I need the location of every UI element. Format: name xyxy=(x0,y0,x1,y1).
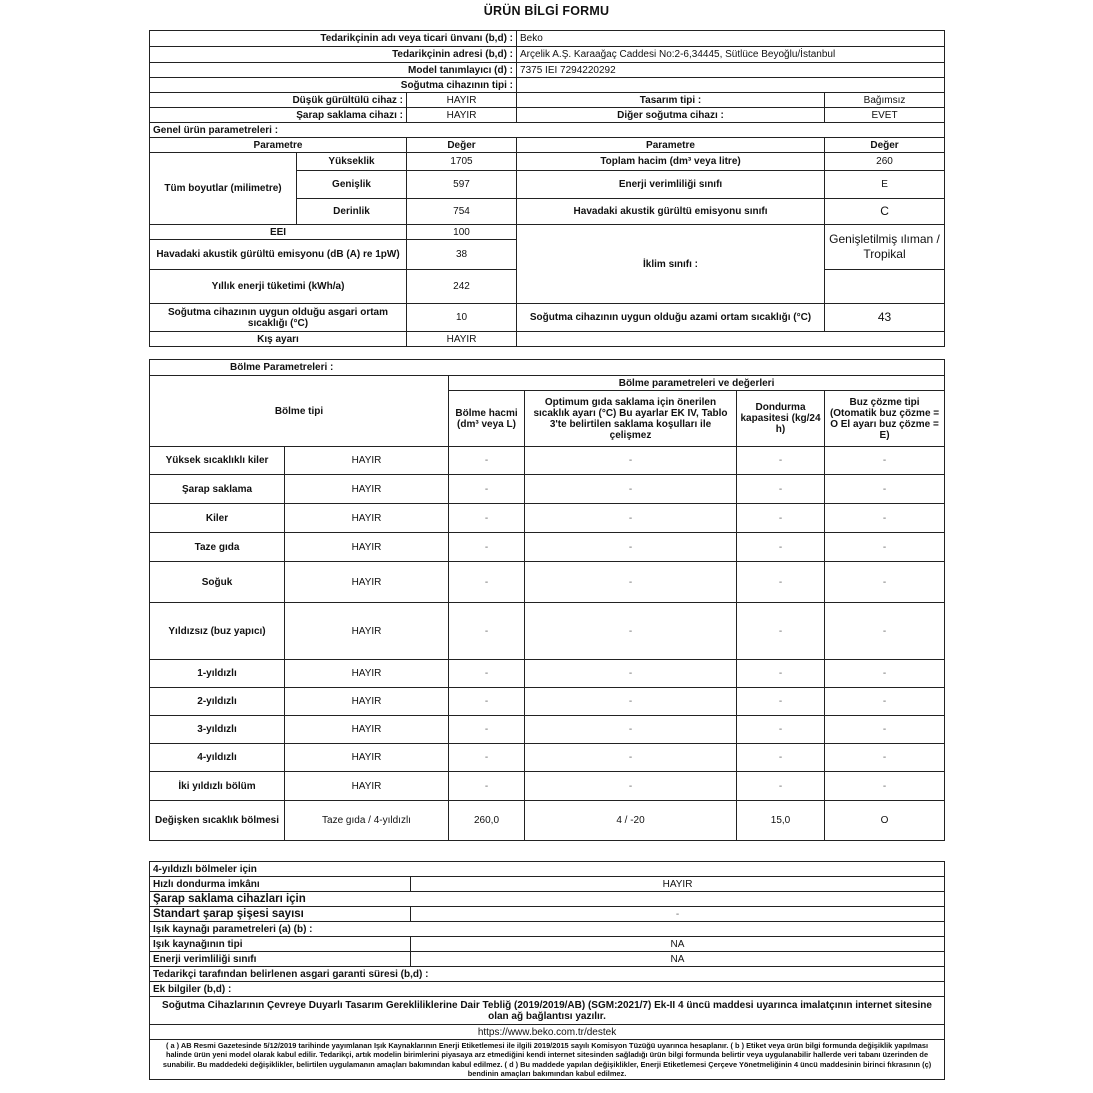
compartment-present: Taze gıda / 4-yıldızlı xyxy=(285,801,449,841)
winter-setting-value: HAYIR xyxy=(407,332,517,347)
compartment-freeze: - xyxy=(737,504,825,533)
compartment-temp: - xyxy=(525,660,737,688)
compartment-name: 4-yıldızlı xyxy=(150,744,285,772)
height-value: 1705 xyxy=(407,153,517,171)
compartment-name: Kiler xyxy=(150,504,285,533)
depth-label: Derinlik xyxy=(297,199,407,225)
fast-freeze-label: Hızlı dondurma imkânı xyxy=(150,877,411,892)
compartment-present: HAYIR xyxy=(285,562,449,603)
compartment-temp: - xyxy=(525,744,737,772)
footnotes: ( a ) AB Resmi Gazetesinde 5/12/2019 tarihinde yayımlanan Işık Kaynaklarının Enerji Etiketlemesi ile ilgili 2019/2015 sayılı Komisyon Tüzüğü uyarınca hesaplanır. ( b ) Etiket veya ürün bilgi formunda değişiklik yapılması halinde ürün yeni model olarak kabul edilir. Tedarikçi, artık modelin birimlerini piyasaya arz etmediğini kendi internet sitesinden sağladığı ürün bilgi formunda belirtir veya uygulanabilir hallerde veri tabanı üzerinden de sunabilir. Bu maddedeki değişiklikler, belirtilen uygulamanın amaçları bakımından kabul edilmez. ( d ) Bu maddede yapılan değişiklikler, Enerji Etiketlemesi Çerçeve Yönetmeliğinin 4 üncü maddesinin birinci fıkrasının (ç) bendinin amaçları bakımından kabul edilmez. xyxy=(150,1040,945,1080)
compartment-defrost: - xyxy=(825,772,945,801)
compartment-volume: - xyxy=(449,772,525,801)
low-noise-label: Düşük gürültülü cihaz : xyxy=(150,93,407,108)
height-label: Yükseklik xyxy=(297,153,407,171)
compartment-row xyxy=(150,562,945,603)
compartment-freeze: - xyxy=(737,688,825,716)
model-label: Model tanımlayıcı (d) : xyxy=(150,63,517,78)
compartments-table xyxy=(149,359,945,841)
max-temp-label: Soğutma cihazının uygun olduğu azami ortam sıcaklığı (°C) xyxy=(517,304,825,332)
temp-col-header: Optimum gıda saklama için önerilen sıcaklık ayarı (°C) Bu ayarlar EK IV, Tablo 3'te belirtilen saklama koşulları ile çelişmez xyxy=(525,391,737,447)
design-type-value: Bağımsız xyxy=(825,93,945,108)
compartment-temp: - xyxy=(525,475,737,504)
compartment-freeze: - xyxy=(737,603,825,660)
param-header-left: Parametre xyxy=(150,138,407,153)
compartment-row xyxy=(150,716,945,744)
depth-value: 754 xyxy=(407,199,517,225)
compartment-defrost: O xyxy=(825,801,945,841)
compartment-row xyxy=(150,533,945,562)
compartment-present: HAYIR xyxy=(285,688,449,716)
low-noise-value: HAYIR xyxy=(407,93,517,108)
energy-class-label: Enerji verimliliği sınıfı xyxy=(517,171,825,199)
climate-class-label: İklim sınıfı : xyxy=(517,225,825,304)
min-temp-label: Soğutma cihazının uygun olduğu asgari ortam sıcaklığı (°C) xyxy=(150,304,407,332)
compartment-defrost: - xyxy=(825,533,945,562)
compartment-temp: - xyxy=(525,603,737,660)
compartment-volume: - xyxy=(449,504,525,533)
compartment-freeze: - xyxy=(737,660,825,688)
compartment-name: Yıldızsız (buz yapıcı) xyxy=(150,603,285,660)
compartment-present: HAYIR xyxy=(285,533,449,562)
compartment-row xyxy=(150,475,945,504)
other-appliance-label: Diğer soğutma cihazı : xyxy=(517,108,825,123)
model-value: 7375 IEI 7294220292 xyxy=(517,63,945,78)
wine-section-label: Şarap saklama cihazları için xyxy=(150,892,945,907)
compartment-volume: 260,0 xyxy=(449,801,525,841)
compartment-name: Yüksek sıcaklıklı kiler xyxy=(150,447,285,475)
compartment-volume: - xyxy=(449,744,525,772)
compartment-freeze: - xyxy=(737,475,825,504)
compartment-defrost: - xyxy=(825,603,945,660)
compartment-temp: - xyxy=(525,447,737,475)
light-class-value: NA xyxy=(411,952,945,967)
eei-label: EEI xyxy=(150,225,407,240)
defrost-col-header: Buz çözme tipi (Otomatik buz çözme = O El ayarı buz çözme = E) xyxy=(825,391,945,447)
compartment-present: HAYIR xyxy=(285,660,449,688)
compartment-volume: - xyxy=(449,716,525,744)
compartment-present: HAYIR xyxy=(285,772,449,801)
four-star-label: 4-yıldızlı bölmeler için xyxy=(150,862,945,877)
winter-blank-cell xyxy=(517,332,945,347)
noise-class-value: C xyxy=(825,199,945,225)
appliance-type-value xyxy=(517,78,945,93)
compartment-row xyxy=(150,504,945,533)
compartment-volume: - xyxy=(449,533,525,562)
compartment-temp: 4 / -20 xyxy=(525,801,737,841)
supplier-name-label: Tedarikçinin adı veya ticari ünvanı (b,d) : xyxy=(150,31,517,47)
compartment-row xyxy=(150,744,945,772)
value-header-right: Değer xyxy=(825,138,945,153)
width-value: 597 xyxy=(407,171,517,199)
freeze-col-header: Dondurma kapasitesi (kg/24 h) xyxy=(737,391,825,447)
compartment-defrost: - xyxy=(825,504,945,533)
noise-class-label: Havadaki akustik gürültü emisyonu sınıfı xyxy=(517,199,825,225)
compartment-freeze: - xyxy=(737,447,825,475)
supplier-address-value: Arçelik A.Ş. Karaağaç Caddesi No:2-6,34445, Sütlüce Beyoğlu/İstanbul xyxy=(517,47,945,63)
appliance-type-label: Soğutma cihazının tipi : xyxy=(150,78,517,93)
min-temp-value: 10 xyxy=(407,304,517,332)
compartment-temp: - xyxy=(525,533,737,562)
extra-info-label: Ek bilgiler (b,d) : xyxy=(150,982,945,997)
regulation-text: Soğutma Cihazlarının Çevreye Duyarlı Tasarım Gerekliliklerine Dair Tebliğ (2019/2019/AB) (SGM:2021/7) Ek-II 4 üncü maddesi uyarınca imalatçının internet sitesine olan ağ bağlantısı yazılır. xyxy=(150,997,945,1025)
compartment-row xyxy=(150,772,945,801)
width-label: Genişlik xyxy=(297,171,407,199)
compartment-freeze: - xyxy=(737,562,825,603)
compartment-present: HAYIR xyxy=(285,716,449,744)
compartment-defrost: - xyxy=(825,475,945,504)
light-section-label: Işık kaynağı parametreleri (a) (b) : xyxy=(150,922,945,937)
compartment-name: Taze gıda xyxy=(150,533,285,562)
compartment-freeze: - xyxy=(737,772,825,801)
compartment-volume: - xyxy=(449,660,525,688)
compartment-temp: - xyxy=(525,562,737,603)
compartment-row xyxy=(150,603,945,660)
compartment-name: Soğuk xyxy=(150,562,285,603)
energy-class-value: E xyxy=(825,171,945,199)
dimensions-label: Tüm boyutlar (milimetre) xyxy=(150,153,297,225)
compartment-defrost: - xyxy=(825,660,945,688)
page-title: ÜRÜN BİLGİ FORMU xyxy=(483,4,610,18)
light-type-value: NA xyxy=(411,937,945,952)
compartment-name: 1-yıldızlı xyxy=(150,660,285,688)
compartment-freeze: 15,0 xyxy=(737,801,825,841)
volume-col-header: Bölme hacmi (dm³ veya L) xyxy=(449,391,525,447)
wine-bottles-label: Standart şarap şişesi sayısı xyxy=(150,907,411,922)
compartment-volume: - xyxy=(449,447,525,475)
compartment-temp: - xyxy=(525,504,737,533)
total-volume-label: Toplam hacim (dm³ veya litre) xyxy=(517,153,825,171)
compartment-defrost: - xyxy=(825,716,945,744)
wine-storage-label: Şarap saklama cihazı : xyxy=(150,108,407,123)
compartment-temp: - xyxy=(525,688,737,716)
compartment-defrost: - xyxy=(825,688,945,716)
eei-value: 100 xyxy=(407,225,517,240)
value-header-left: Değer xyxy=(407,138,517,153)
compartment-freeze: - xyxy=(737,744,825,772)
climate-class-value: Genişletilmiş ılıman / Tropikal xyxy=(825,225,945,270)
compartment-name: 3-yıldızlı xyxy=(150,716,285,744)
compartment-row xyxy=(150,447,945,475)
design-type-label: Tasarım tipi : xyxy=(517,93,825,108)
total-volume-value: 260 xyxy=(825,153,945,171)
compartment-present: HAYIR xyxy=(285,504,449,533)
footer-table xyxy=(149,861,945,1080)
compartment-row xyxy=(150,801,945,841)
max-temp-value: 43 xyxy=(825,304,945,332)
general-section-label: Genel ürün parametreleri : xyxy=(150,123,945,138)
supplier-address-label: Tedarikçinin adresi (b,d) : xyxy=(150,47,517,63)
wine-storage-value: HAYIR xyxy=(407,108,517,123)
noise-emission-value: 38 xyxy=(407,240,517,270)
compartment-freeze: - xyxy=(737,533,825,562)
compartment-volume: - xyxy=(449,562,525,603)
wine-bottles-value: - xyxy=(411,907,945,922)
compartment-group-header: Bölme parametreleri ve değerleri xyxy=(449,376,945,391)
fast-freeze-value: HAYIR xyxy=(411,877,945,892)
param-header-right: Parametre xyxy=(517,138,825,153)
compartment-freeze: - xyxy=(737,716,825,744)
noise-emission-label: Havadaki akustik gürültü emisyonu (dB (A) re 1pW) xyxy=(150,240,407,270)
compartment-volume: - xyxy=(449,603,525,660)
supplier-general-table xyxy=(149,30,945,347)
compartment-name: Değişken sıcaklık bölmesi xyxy=(150,801,285,841)
compartment-row xyxy=(150,660,945,688)
compartment-volume: - xyxy=(449,688,525,716)
compartment-present: HAYIR xyxy=(285,475,449,504)
compartment-defrost: - xyxy=(825,562,945,603)
supplier-name-value: Beko xyxy=(517,31,945,47)
compartment-name: 2-yıldızlı xyxy=(150,688,285,716)
compartment-volume: - xyxy=(449,475,525,504)
compartment-present: HAYIR xyxy=(285,603,449,660)
compartment-defrost: - xyxy=(825,447,945,475)
annual-energy-label: Yıllık enerji tüketimi (kWh/a) xyxy=(150,270,407,304)
compartment-name: İki yıldızlı bölüm xyxy=(150,772,285,801)
compartment-present: HAYIR xyxy=(285,744,449,772)
compartment-defrost: - xyxy=(825,744,945,772)
warranty-label: Tedarikçi tarafından belirlenen asgari garanti süresi (b,d) : xyxy=(150,967,945,982)
compartment-temp: - xyxy=(525,716,737,744)
compartment-temp: - xyxy=(525,772,737,801)
compartment-type-header: Bölme tipi xyxy=(150,376,449,447)
light-type-label: Işık kaynağının tipi xyxy=(150,937,411,952)
winter-setting-label: Kış ayarı xyxy=(150,332,407,347)
compartment-name: Şarap saklama xyxy=(150,475,285,504)
compartments-section-label: Bölme Parametreleri : xyxy=(150,360,945,376)
annual-energy-value: 242 xyxy=(407,270,517,304)
compartment-row xyxy=(150,688,945,716)
climate-blank-cell xyxy=(825,270,945,304)
compartment-present: HAYIR xyxy=(285,447,449,475)
support-url: https://www.beko.com.tr/destek xyxy=(150,1025,945,1040)
light-class-label: Enerji verimliliği sınıfı xyxy=(150,952,411,967)
other-appliance-value: EVET xyxy=(825,108,945,123)
